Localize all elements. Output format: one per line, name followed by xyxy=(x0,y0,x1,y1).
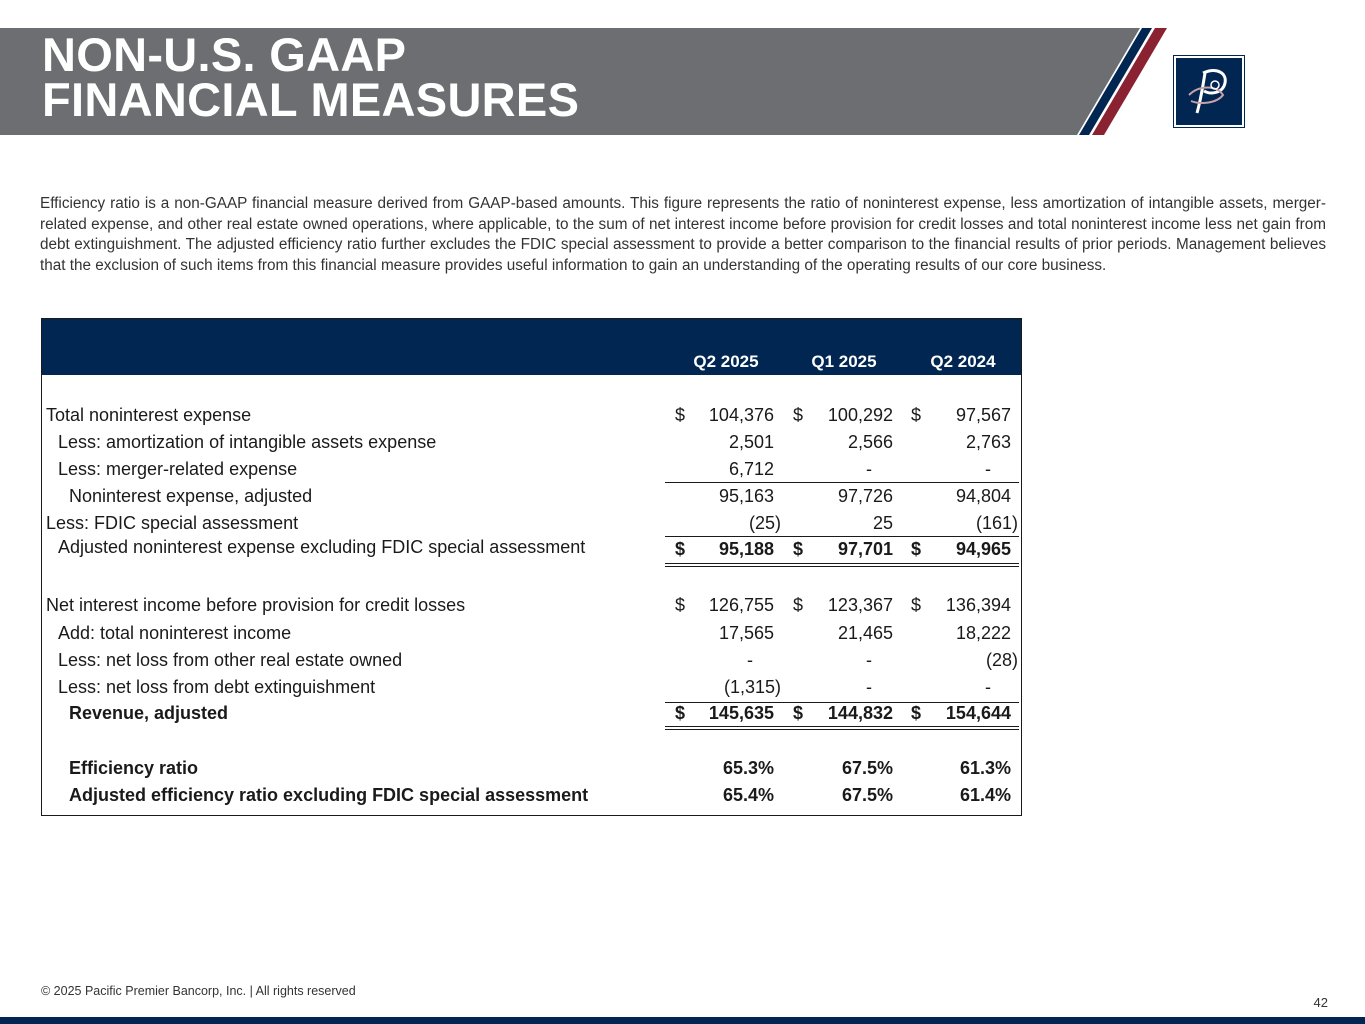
row-label: Less: amortization of intangible assets expense xyxy=(58,432,437,452)
double-rule-top xyxy=(665,726,1019,727)
subtotal-rule xyxy=(665,536,1019,537)
dollar-sign: $ xyxy=(675,703,686,723)
dollar-sign: $ xyxy=(793,405,804,425)
dollar-sign: $ xyxy=(911,539,922,559)
dollar-sign: $ xyxy=(675,539,686,559)
cell-q1-2025: 2,566 xyxy=(847,432,893,452)
cell-q1-2025: - xyxy=(866,459,872,479)
cell-q1-2025: 97,701 xyxy=(837,539,893,559)
dollar-sign: $ xyxy=(793,539,804,559)
cell-q1-2025: 123,367 xyxy=(827,595,893,615)
cell-q2-2024: 18,222 xyxy=(955,623,1011,643)
cell-q2-2024: 2,763 xyxy=(965,432,1011,452)
double-rule-top xyxy=(665,563,1019,564)
table-row xyxy=(42,486,1021,512)
cell-q2-2024: 94,804 xyxy=(955,486,1011,506)
cell-q2-2024: 154,644 xyxy=(945,703,1011,723)
dollar-sign: $ xyxy=(793,703,804,723)
cell-q2-2024: (161) xyxy=(975,513,1018,533)
subtotal-rule xyxy=(665,482,1019,483)
row-label: Add: total noninterest income xyxy=(58,623,292,643)
cell-q2-2025: 65.4% xyxy=(722,785,774,805)
cell-q2-2025: 126,755 xyxy=(708,595,774,615)
cell-q1-2025: 25 xyxy=(872,513,893,533)
cell-q1-2025: 67.5% xyxy=(841,758,893,778)
cell-q1-2025: 21,465 xyxy=(837,623,893,643)
row-label: Less: merger-related expense xyxy=(58,459,298,479)
intro-paragraph: Efficiency ratio is a non-GAAP financial measure derived from GAAP-based amounts. This figure represents the ratio of noninterest expense, less amortization of intangible assets, merger-related expense, and other real estate owned operations, where applicable, to the sum of net interest income before provision for credit losses and total noninterest income less net gain from debt extinguishment. The adjusted efficiency ratio further excludes the FDIC special assessment to provide a better comparison to the financial results of prior periods. Management believes that the exclusion of such items from this financial measure provides useful information to gain an understanding of the operating results of our core business. xyxy=(40,195,1326,274)
cell-q2-2025: 17,565 xyxy=(718,623,774,643)
table-row xyxy=(42,677,1021,703)
copyright-notice: © 2025 Pacific Premier Bancorp, Inc. | All rights reserved xyxy=(41,984,356,998)
table-row xyxy=(42,595,1021,621)
cell-q2-2025: (25) xyxy=(748,513,781,533)
cell-q2-2025: 104,376 xyxy=(708,405,774,425)
cell-q2-2025: 6,712 xyxy=(728,459,774,479)
dollar-sign: $ xyxy=(793,595,804,615)
cell-q1-2025: 67.5% xyxy=(841,785,893,805)
cell-q1-2025: 100,292 xyxy=(827,405,893,425)
cell-q1-2025: - xyxy=(866,650,872,670)
dollar-sign: $ xyxy=(675,405,686,425)
cell-q1-2025: - xyxy=(866,677,872,697)
row-label: Efficiency ratio xyxy=(69,758,199,778)
column-header-q1-2025: Q1 2025 xyxy=(811,352,877,371)
row-label: Adjusted efficiency ratio excluding FDIC special assessment xyxy=(69,785,589,805)
cell-q1-2025: 97,726 xyxy=(837,486,893,506)
dollar-sign: $ xyxy=(911,703,922,723)
table-row xyxy=(42,539,1021,565)
row-label: Total noninterest expense xyxy=(46,405,252,425)
double-rule-bottom xyxy=(665,729,1019,730)
page-number: 42 xyxy=(1313,995,1328,1010)
row-label: Noninterest expense, adjusted xyxy=(69,486,313,506)
cell-q2-2025: 95,163 xyxy=(718,486,774,506)
double-rule-bottom xyxy=(665,566,1019,567)
row-label: Less: net loss from debt extinguishment xyxy=(58,677,376,697)
cell-q1-2025: 144,832 xyxy=(827,703,893,723)
row-label: Adjusted noninterest expense excluding FDIC special assessment xyxy=(58,537,586,557)
table-row xyxy=(42,650,1021,676)
dollar-sign: $ xyxy=(675,595,686,615)
financial-table xyxy=(41,318,1022,816)
table-row xyxy=(42,405,1021,431)
column-header-q2-2024: Q2 2024 xyxy=(930,352,996,371)
title-line-2: FINANCIAL MEASURES xyxy=(42,73,580,126)
column-header-q2-2025: Q2 2025 xyxy=(693,352,759,371)
table-header xyxy=(42,319,1021,375)
cell-q2-2025: (1,315) xyxy=(723,677,781,697)
table-row xyxy=(42,785,1021,811)
table-row xyxy=(42,758,1021,784)
cell-q2-2025: 145,635 xyxy=(708,703,774,723)
cell-q2-2024: 136,394 xyxy=(945,595,1011,615)
cell-q2-2025: 65.3% xyxy=(722,758,774,778)
cell-q2-2024: 94,965 xyxy=(955,539,1011,559)
row-label: Revenue, adjusted xyxy=(69,703,229,723)
page-title xyxy=(42,28,580,126)
cell-q2-2024: 61.4% xyxy=(959,785,1011,805)
cell-q2-2025: 95,188 xyxy=(718,539,774,559)
footer-bar xyxy=(0,1017,1365,1024)
dollar-sign: $ xyxy=(911,595,922,615)
title-line-1: NON-U.S. GAAP xyxy=(42,28,407,81)
dollar-sign: $ xyxy=(911,405,922,425)
cell-q2-2024: (28) xyxy=(985,650,1018,670)
pacific-premier-p-logo-icon xyxy=(1173,55,1245,128)
row-label: Less: FDIC special assessment xyxy=(46,513,299,533)
cell-q2-2025: - xyxy=(747,650,753,670)
cell-q2-2024: 61.3% xyxy=(959,758,1011,778)
cell-q2-2024: - xyxy=(985,459,991,479)
table-row xyxy=(42,623,1021,649)
table-row xyxy=(42,432,1021,458)
cell-q2-2025: 2,501 xyxy=(728,432,774,452)
cell-q2-2024: 97,567 xyxy=(955,405,1011,425)
row-label: Less: net loss from other real estate owned xyxy=(58,650,403,670)
row-label: Net interest income before provision for credit losses xyxy=(46,595,466,615)
cell-q2-2024: - xyxy=(985,677,991,697)
